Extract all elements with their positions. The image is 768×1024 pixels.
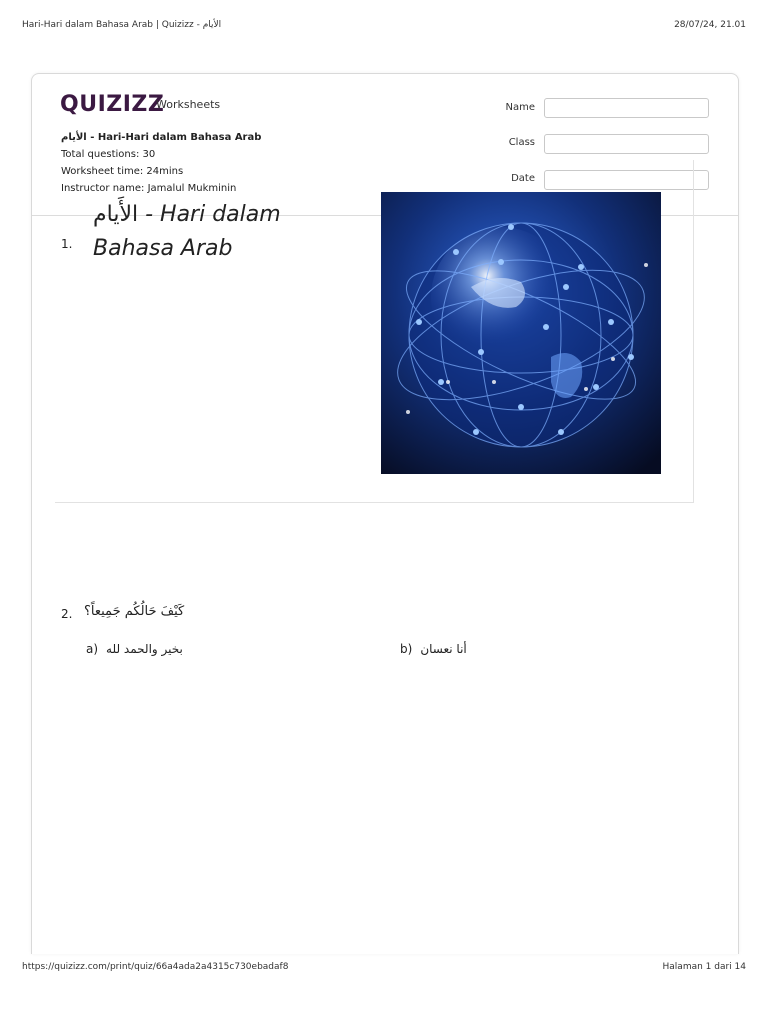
print-header [22,20,746,30]
name-field[interactable] [544,98,709,118]
class-field[interactable] [544,134,709,154]
question-2-text: كَيْفَ حَالُكُم جَمِيعاً؟ [84,604,185,619]
question-2-number: 2. [61,607,73,621]
quizizz-logo: QUIZIZZ [60,92,165,117]
option-b-letter: b) [400,642,413,656]
option-a-letter: a) [86,642,99,656]
print-title: Hari-Hari dalam Bahasa Arab | Quizizz - الأيام [22,20,222,30]
worksheets-label: Worksheets [156,98,221,111]
option-b-text: أنا نعسان [420,642,467,656]
question-1-card [55,160,694,503]
print-url: https://quizizz.com/print/quiz/66a4ada2a4315c730ebadaf8 [22,962,289,972]
question-2-option-b [400,642,467,656]
worksheet-title: الأيام - Hari-Hari dalam Bahasa Arab [61,132,262,143]
date-label: Date [511,173,535,184]
worksheet-time: Worksheet time: 24mins [61,166,184,177]
instructor-name: Instructor name: Jamalul Mukminin [61,183,237,194]
question-2-option-a [86,642,183,656]
print-footer [22,962,746,972]
globe-network-image [381,192,661,474]
print-datetime: 28/07/24, 21.01 [674,20,746,30]
total-questions: Total questions: 30 [61,149,156,160]
question-1-title [93,198,313,266]
question-1-number: 1. [61,237,73,251]
class-label: Class [508,137,535,148]
name-label: Name [505,102,535,113]
globe-illustration [381,192,661,474]
question-1-title-latin: - Hari dalam Bahasa Arab [93,202,281,261]
page-number: Halaman 1 dari 14 [662,962,746,972]
question-1-title-arabic: الأَيام [93,202,139,227]
option-a-text: بخير والحمد لله [106,642,183,656]
